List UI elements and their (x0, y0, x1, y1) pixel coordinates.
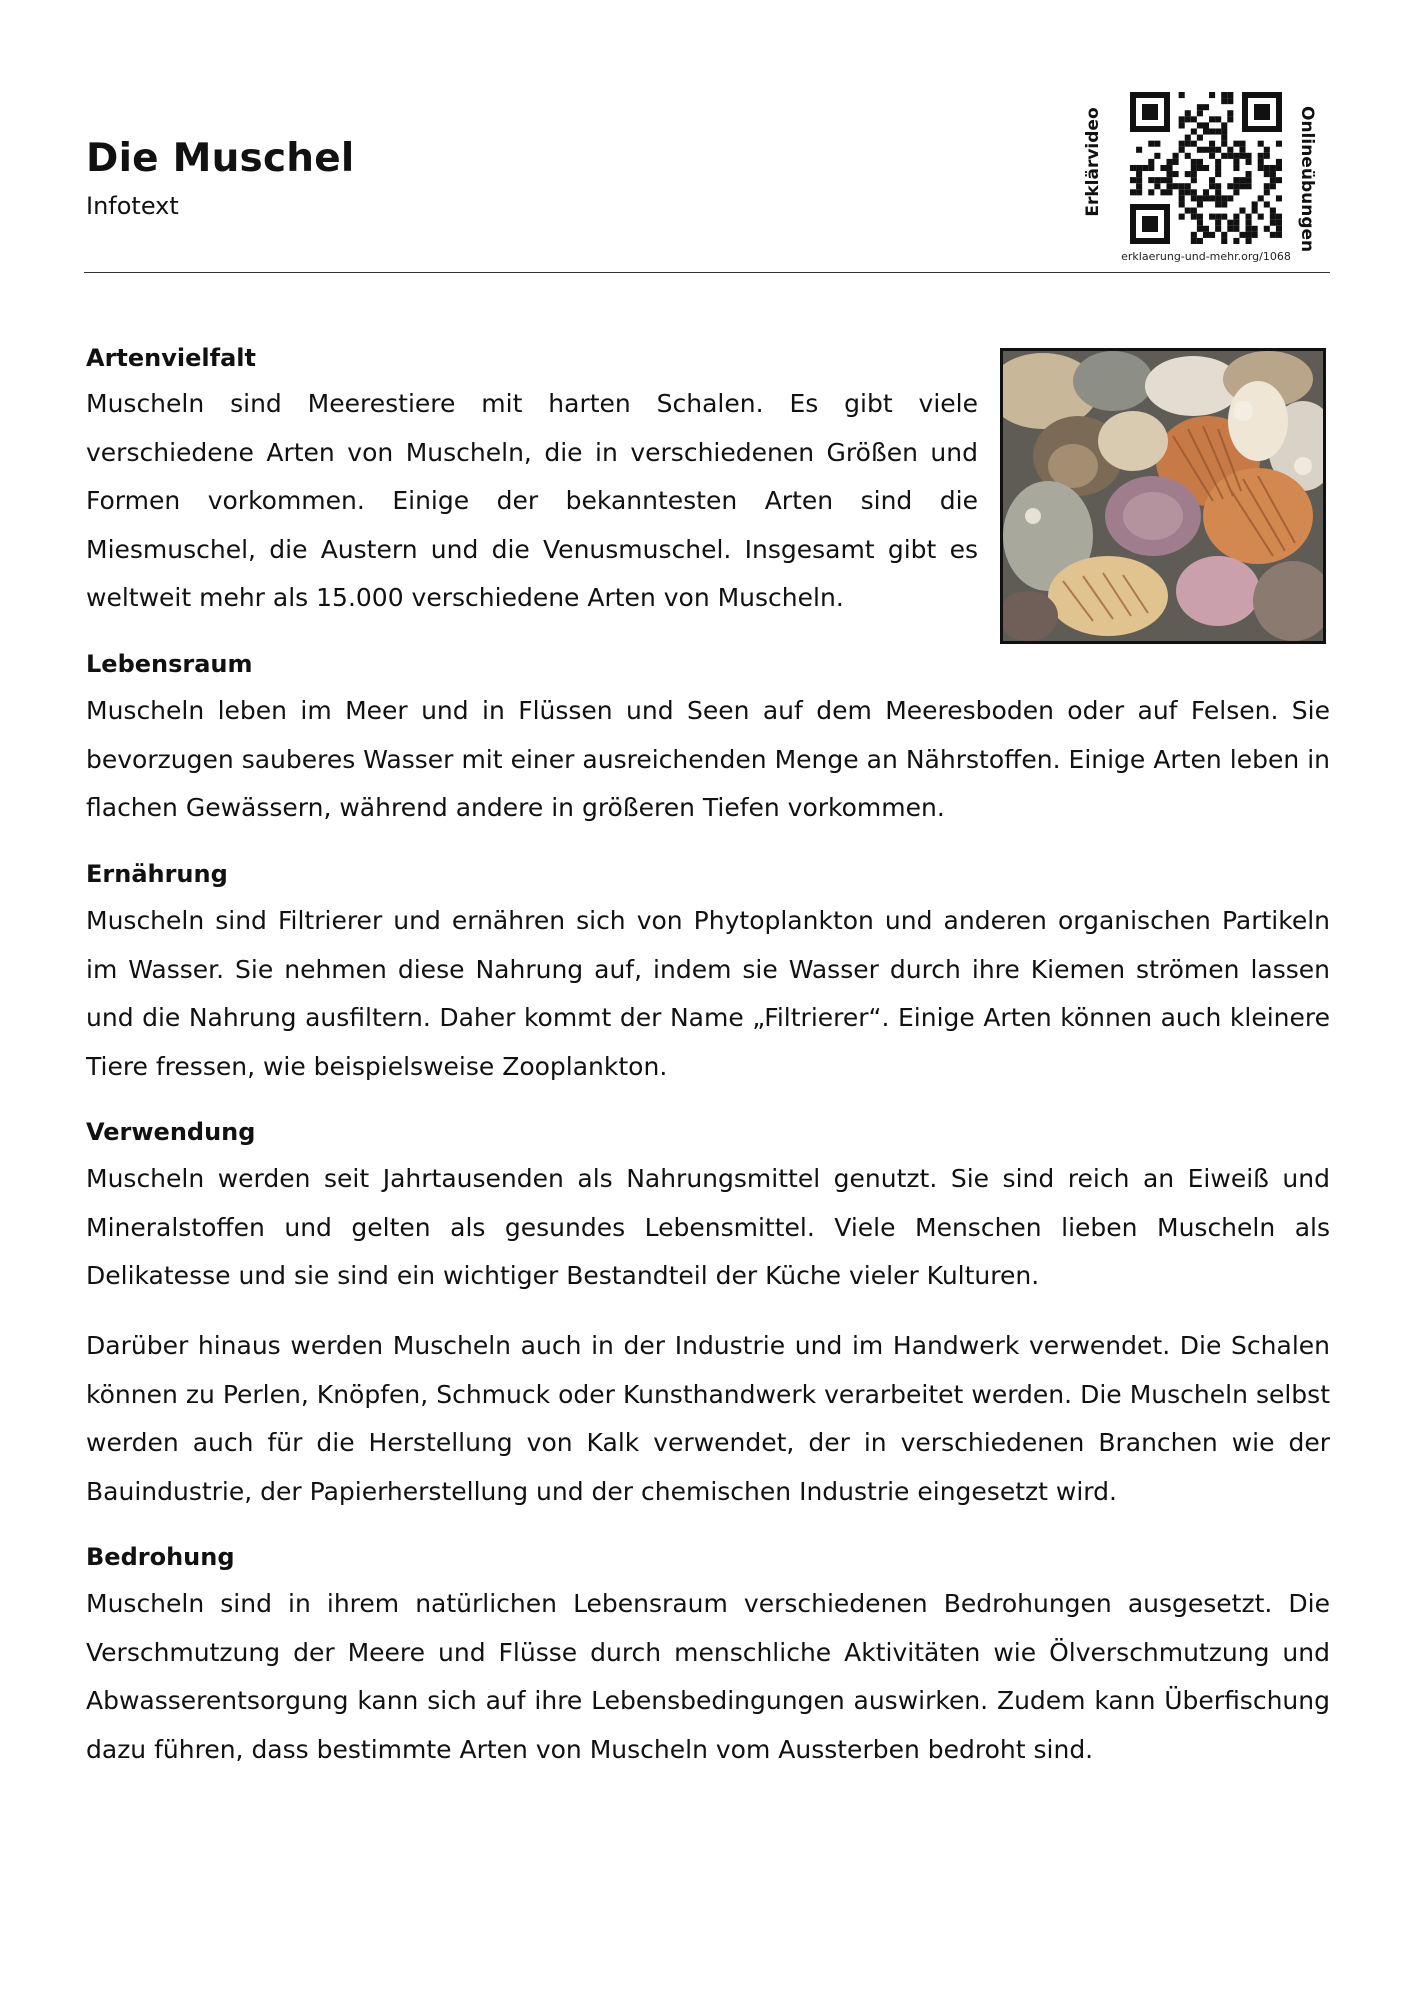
paragraph-lebensraum: Muscheln leben im Meer und in Flüssen und Seen auf dem Meeresboden oder auf Felsen. Sie bevorzugen sauberes Wasser mit einer ausreichenden Menge an Nährstoffen. Einige Arten leben in flachen Gewässern, während andere in größeren Tiefen vorkommen. (86, 696, 1330, 822)
section-heading-lebensraum: Lebensraum (86, 650, 253, 678)
section-heading-artenvielfalt: Artenvielfalt (86, 344, 256, 372)
paragraph-artenvielfalt: Muscheln sind Meerestiere mit harten Schalen. Es gibt viele verschiedene Arten von Muscheln, die in verschiedenen Größen und Formen vorkommen. Einige der bekanntesten Arten sind die Miesmuschel, die Austern und die Venusmuschel. Insgesamt gibt es weltweit mehr als 15.000 verschiedene Arten von Muscheln. (86, 389, 978, 612)
qr-label-video: Erklärvideo (1083, 107, 1103, 217)
paragraph-bedrohung: Muscheln sind in ihrem natürlichen Lebensraum verschiedenen Bedrohungen ausgesetzt. Die Verschmutzung der Meere und Flüsse durch menschliche Aktivitäten wie Ölverschmutzung und Abwasserentsorgung kann sich auf ihre Lebensbedingungen auswirken. Zudem kann Überfischung dazu führen, dass bestimmte Arten von Muscheln vom Aussterben bedroht sind. (86, 1589, 1330, 1764)
qr-code-icon[interactable] (1130, 92, 1282, 244)
header-divider (84, 272, 1330, 273)
page-subtitle: Infotext (86, 192, 179, 220)
qr-label-exercises: Onlineübungen (1297, 106, 1317, 253)
seashells-illustration (1003, 351, 1323, 641)
qr-url[interactable]: erklaerung-und-mehr.org/1068 (1121, 250, 1291, 263)
paragraph-ernaehrung: Muscheln sind Filtrierer und ernähren sich von Phytoplankton und anderen organischen Partikeln im Wasser. Sie nehmen diese Nahrung auf, indem sie Wasser durch ihre Kiemen strömen lassen und die Nahrung ausfiltern. Daher kommt der Name „Filtrierer“. Einige Arten können auch kleinere Tiere fressen, wie beispielsweise Zooplankton. (86, 906, 1330, 1081)
paragraph-verwendung-1: Muscheln werden seit Jahrtausenden als Nahrungsmittel genutzt. Sie sind reich an Eiweiß und Mineralstoffen und gelten als gesundes Lebensmittel. Viele Menschen lieben Muscheln als Delikatesse und sie sind ein wichtiger Bestandteil der Küche vieler Kulturen. (86, 1164, 1330, 1290)
section-heading-bedrohung: Bedrohung (86, 1543, 235, 1571)
seashells-photo (1000, 348, 1326, 644)
page-title: Die Muschel (86, 136, 355, 181)
section-heading-verwendung: Verwendung (86, 1118, 256, 1146)
section-heading-ernaehrung: Ernährung (86, 860, 228, 888)
paragraph-verwendung-2: Darüber hinaus werden Muscheln auch in der Industrie und im Handwerk verwendet. Die Schalen können zu Perlen, Knöpfen, Schmuck oder Kunsthandwerk verarbeitet werden. Die Muscheln selbst werden auch für die Herstellung von Kalk verwendet, der in verschiedenen Branchen wie der Bauindustrie, der Papierherstellung und der chemischen Industrie eingesetzt wird. (86, 1331, 1330, 1506)
qr-code-graphic (1130, 92, 1282, 244)
